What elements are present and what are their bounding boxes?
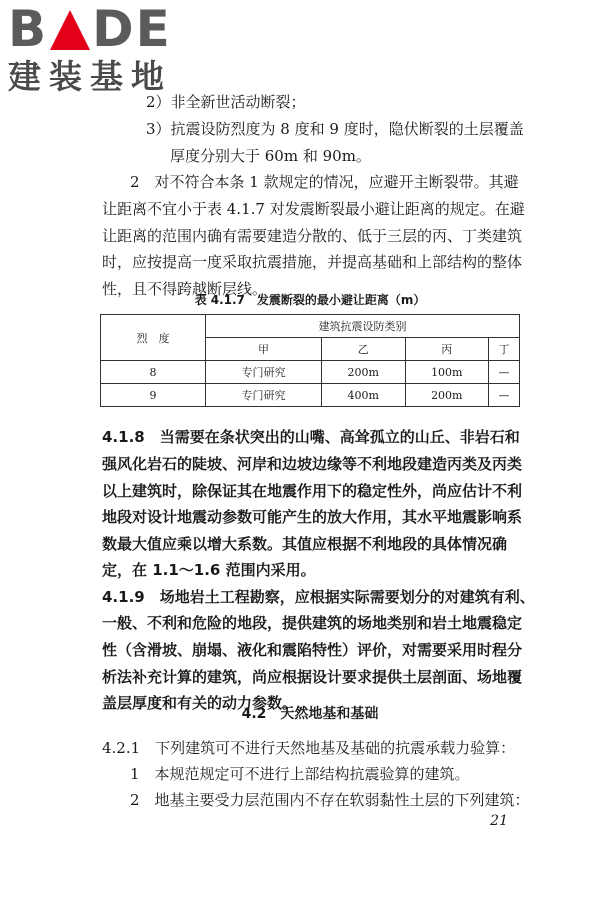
table-cell: 200m [321,361,405,384]
table-header-intensity: 烈 度 [101,315,206,361]
clause-line: 定，在 1.1～1.6 范围内采用。 [102,561,316,579]
table-header-class: 丙 [405,338,489,361]
table-header-group: 建筑抗震设防类别 [206,315,520,338]
clause-line: 性（含滑坡、崩塌、液化和震陷特性）评价，对需要采用时程分 [102,641,523,659]
clause-line: 析法补充计算的建筑，尚应根据设计要求提供土层剖面、场地覆 [102,668,523,686]
clause-line: 4.1.8 当需要在条状突出的山嘴、高耸孤立的山丘、非岩石和 [102,428,520,446]
logo-subtitle: 建装基地 [8,57,172,96]
clause-line: 强风化岩石的陡坡、河岸和边坡边缘等不利地段建造丙类及丙类 [102,455,523,473]
paragraph-line: 2 对不符合本条 1 款规定的情况，应避开主断裂带。其避 [130,173,519,191]
clause-line: 以上建筑时，除保证其在地震作用下的稳定性外，尚应估计不利 [102,482,523,500]
table-cell: 9 [101,384,206,407]
list-item-continuation: 厚度分别大于 60m 和 90m。 [170,147,371,165]
avoidance-distance-table [100,314,520,407]
table-cell: 200m [405,384,489,407]
clause-line: 4.1.9 场地岩土工程勘察，应根据实际需要划分的对建筑有利、 [102,588,535,606]
clause-line: 4.2.1 下列建筑可不进行天然地基及基础的抗震承载力验算： [102,739,516,757]
table-cell: 100m [405,361,489,384]
clause-line: 地段对设计地震动参数可能产生的放大作用，其水平地震影响系 [102,508,523,526]
section-heading: 4.2 天然地基和基础 [241,706,379,722]
clause-line: 盖层厚度和有关的动力参数。 [102,694,298,712]
table-row [101,384,520,407]
table-header-class: 乙 [321,338,405,361]
table-header-class: 甲 [206,338,322,361]
list-item: 2）非全新世活动断裂； [146,93,306,111]
list-item: 2 地基主要受力层范围内不存在软弱黏性土层的下列建筑： [130,791,530,809]
list-item: 1 本规范规定可不进行上部结构抗震验算的建筑。 [130,765,470,783]
table-caption: 表 4.1.7 发震断裂的最小避让距离（m） [194,293,426,307]
paragraph-line: 性，且不得跨越断层线。 [102,280,268,298]
logo-letters-right: DE [92,0,172,58]
table-cell: — [489,384,520,407]
table-cell: 专门研究 [206,384,322,407]
clause-line: 数最大值应乘以增大系数。其值应根据不利地段的具体情况确 [102,535,508,553]
list-item: 3）抗震设防烈度为 8 度和 9 度时，隐伏断裂的土层覆盖 [146,120,524,138]
paragraph-line: 让距离的范围内确有需要建造分散的、低于三层的丙、丁类建筑 [102,227,523,245]
table-cell: — [489,361,520,384]
table-cell: 专门研究 [206,361,322,384]
bade-logo [8,2,178,100]
clause-line: 一般、不利和危险的地段，提供建筑的场地类别和岩土地震稳定 [102,614,523,632]
logo-triangle-icon [50,10,90,50]
logo-wordmark [8,2,178,56]
paragraph-line: 让距离不宜小于表 4.1.7 对发震断裂最小避让距离的规定。在避 [102,200,525,218]
paragraph-line: 时，应按提高一度采取抗震措施，并提高基础和上部结构的整体 [102,253,523,271]
table-cell: 8 [101,361,206,384]
page-number: 21 [490,813,508,829]
table-row [101,361,520,384]
table-header-class: 丁 [489,338,520,361]
logo-letter-left: B [8,0,49,58]
table-cell: 400m [321,384,405,407]
